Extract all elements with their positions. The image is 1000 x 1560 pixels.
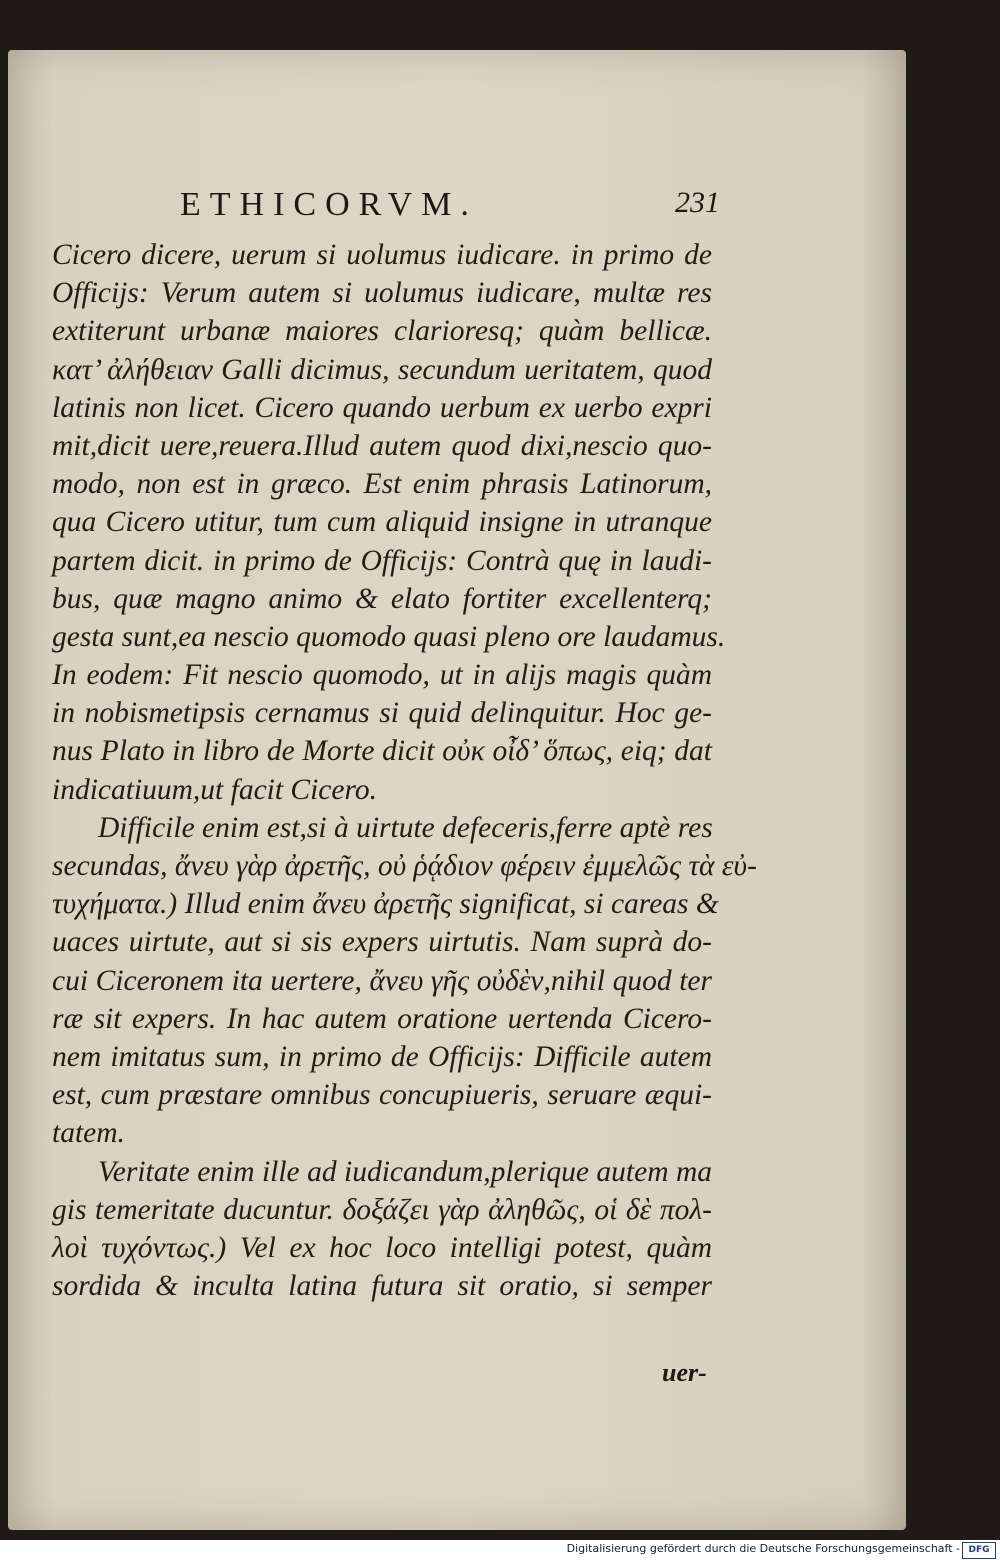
text-line: gesta sunt,ea nescio quomodo quasi pleno ore laudamus. [52,620,726,653]
text-line: Veritate enim ille ad iudicandum,plerique autem ma [98,1155,712,1188]
running-head-title: ETHICORVM. [180,186,478,223]
page-number: 231 [675,186,720,219]
text-line: gis temeritate ducuntur. δοξάζει γὰρ ἀληθῶς, οἱ δὲ πολ- [52,1193,712,1226]
text-line: Cicero dicere, uerum si uolumus iudicare. in primo de [52,239,712,271]
text-line: nem imitatus sum, in primo de Officijs: Difficile autem [52,1040,712,1073]
footer-bar [0,1540,1000,1560]
text-line: qua Cicero utitur, tum cum aliquid insigne in utranque [52,506,712,539]
text-line: tatem. [52,1117,125,1150]
footer-credit: Digitalisierung gefördert durch die Deutsche Forschungsgemeinschaft - [566,1542,960,1555]
text-line: in nobismetipsis cernamus si quid delinquitur. Hoc ge- [52,697,712,730]
paragraph-3 [52,1153,712,1306]
text-line: Officijs: Verum autem si uolumus iudicare, multæ res [52,277,712,310]
dfg-logo: DFG [962,1542,996,1559]
text-line: τυχήματα.) Illud enim ἄνευ ἀρετῆς significat, si careas & [52,888,719,921]
text-line: modo, non est in græco. Est enim phrasis Latinorum, [52,468,712,501]
text-line: In eodem: Fit nescio quomodo, ut in alijs magis quàm [52,659,712,692]
text-line: sordida & inculta latina futura sit oratio, si semper [52,1270,712,1303]
text-line: secundas, ἄνευ γὰρ ἀρετῆς, οὐ ῥᾴδιον φέρειν ἐμμελῶς τὰ εὐ- [52,850,757,882]
text-line: Difficile enim est,si à uirtute defeceris,ferre aptè res [98,811,713,844]
text-line: indicatiuum,ut facit Cicero. [52,773,378,806]
text-line: ræ sit expers. In hac autem oratione uertenda Cicero- [52,1002,712,1035]
text-line: nus Plato in libro de Morte dicit οὐκ οἶδ’ ὅπως, eiq; dat [52,735,712,768]
text-line: bus, quæ magno animo & elato fortiter excellenterq; [52,582,712,615]
text-line: uaces uirtute, aut si sis expers uirtutis. Nam suprà do- [52,926,712,959]
running-head [180,186,720,226]
text-line: extiterunt urbanæ maiores clarioresq; quàm bellicæ. [52,315,712,348]
catchword: uer- [662,1358,707,1387]
text-line: est, cum præstare omnibus concupiueris, seruare æqui- [52,1079,712,1112]
text-line: mit,dicit uere,reuera.Illud autem quod dixi,nescio quo- [52,429,712,462]
text-line: partem dicit. in primo de Officijs: Contrà quę in laudi- [52,544,712,577]
text-line: cui Ciceronem ita uertere, ἄνευ γῆς οὐδὲν,nihil quod ter [52,964,712,997]
text-line: λοὶ τυχόντως.) Vel ex hoc loco intelligi potest, quàm [52,1231,712,1264]
paragraph-2 [52,809,757,1153]
text-line: latinis non licet. Cicero quando uerbum ex uerbo expri [52,391,712,424]
text-block [52,236,757,1305]
paragraph-1 [52,236,726,809]
text-line: κατ’ ἀλήθειαν Galli dicimus, secundum ueritatem, quod [52,353,712,386]
